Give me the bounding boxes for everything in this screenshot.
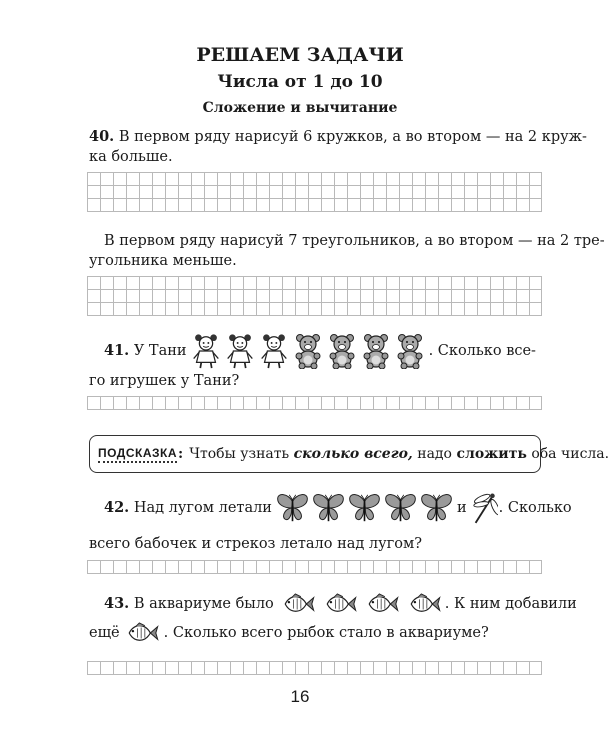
- page-number: 16: [290, 687, 310, 706]
- task-text: и: [456, 500, 467, 516]
- fish-group: [282, 593, 442, 615]
- hint-label: ПОДСКАЗКА: [98, 446, 177, 463]
- task42-line2: всего бабочек и стрекоз летало над лугом?: [89, 536, 423, 552]
- task40-part2-line1: В первом ряду нарисуй 7 треугольников, а во втором — на 2 тре-: [104, 233, 605, 249]
- task-text: . К ним добавили: [444, 596, 577, 612]
- bear-icon: [293, 333, 323, 369]
- doll-icon: [225, 333, 255, 369]
- hint-text: Чтобы узнать сколько всего, надо сложить оба числа.: [189, 446, 609, 462]
- task-number: 43.: [104, 595, 130, 612]
- page-title: РЕШАЕМ ЗАДАЧИ: [196, 44, 404, 66]
- task-text: . Сколько всего рыбок стало в аквариуме?: [163, 625, 489, 641]
- task-text: У Тани: [133, 343, 187, 359]
- toys-group: [191, 333, 425, 369]
- butterfly-icon: [348, 491, 381, 525]
- dragonfly-icon: [470, 491, 498, 525]
- answer-grid[interactable]: [87, 661, 542, 675]
- task-number: 42.: [104, 499, 130, 516]
- task41-line2: го игрушек у Тани?: [89, 373, 240, 389]
- task40-line1: [89, 128, 587, 146]
- task43-line2: [89, 622, 489, 644]
- task-text: . Сколько все-: [428, 343, 536, 359]
- section-title: Сложение и вычитание: [202, 100, 398, 116]
- fish-icon: [282, 593, 316, 615]
- butterflies-group: [276, 491, 453, 525]
- task43-line1: [104, 593, 577, 615]
- doll-icon: [259, 333, 289, 369]
- bear-icon: [327, 333, 357, 369]
- task-number: 40.: [89, 128, 115, 145]
- task-text: ещё: [89, 625, 120, 641]
- answer-grid[interactable]: [87, 396, 542, 410]
- bear-icon: [361, 333, 391, 369]
- task40-part2-line2: угольника меньше.: [89, 253, 237, 269]
- task40-line2: ка больше.: [89, 149, 173, 165]
- butterfly-icon: [384, 491, 417, 525]
- task-text: Над лугом летали: [133, 500, 272, 516]
- task-text: В первом ряду нарисуй 6 кружков, а во втором — на 2 круж-: [118, 129, 587, 145]
- answer-grid[interactable]: [87, 560, 542, 574]
- task42-line1: [104, 491, 572, 525]
- task-text: . Сколько: [498, 500, 572, 516]
- task-text: В аквариуме было: [133, 596, 274, 612]
- fish-icon: [126, 622, 160, 644]
- answer-grid[interactable]: [87, 172, 542, 212]
- doll-icon: [191, 333, 221, 369]
- page-subtitle: Числа от 1 до 10: [217, 72, 383, 92]
- bear-icon: [395, 333, 425, 369]
- butterfly-icon: [312, 491, 345, 525]
- fish-icon: [366, 593, 400, 615]
- butterfly-icon: [276, 491, 309, 525]
- fish-icon: [324, 593, 358, 615]
- fish-icon: [408, 593, 442, 615]
- hint-box: ПОДСКАЗКА : Чтобы узнать сколько всего, надо сложить оба числа.: [89, 435, 541, 473]
- task-number: 41.: [104, 342, 130, 359]
- butterfly-icon: [420, 491, 453, 525]
- task41-line1: [104, 333, 536, 369]
- answer-grid[interactable]: [87, 276, 542, 316]
